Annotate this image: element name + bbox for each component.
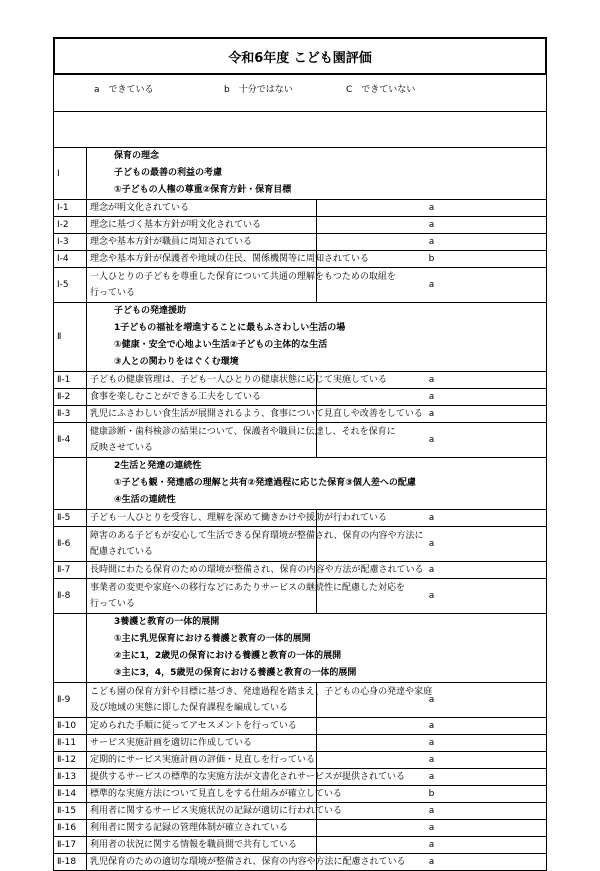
item-text-line: こども園の保育方針や目標に基づき、発達過程を踏まえ、子どもの心身の発達や家庭: [90, 687, 433, 697]
item-result: a: [317, 510, 547, 527]
table-row: [54, 820, 547, 837]
item-result: a: [317, 562, 547, 579]
table-row: [54, 752, 547, 769]
section-heading: ③人との関わりをはぐくむ環境: [114, 357, 239, 367]
item-text: [87, 406, 423, 423]
evaluation-table: [53, 147, 547, 871]
item-code: Ⅱ-16: [54, 820, 87, 837]
evaluation-form: [53, 37, 547, 871]
table-row: [54, 251, 547, 268]
item-result: a: [317, 803, 547, 820]
item-result: a: [317, 752, 547, 769]
item-code: Ⅱ-6: [54, 527, 87, 562]
section-code: [54, 458, 87, 510]
legend-c: C できていない: [346, 85, 416, 95]
item-code: Ⅰ-5: [54, 268, 87, 303]
table-row: [54, 718, 547, 735]
item-text-line: 行っている: [90, 599, 136, 609]
table-row: [54, 735, 547, 752]
section-heading: 3養護と教育の一体的展開: [114, 617, 220, 627]
item-text-line: 及び地域の実態に即した保育課程を編成している: [90, 703, 289, 713]
item-text: [87, 268, 396, 303]
section-headings: [87, 148, 547, 200]
section-headings: [87, 614, 547, 683]
legend-a: a できている: [94, 85, 154, 95]
item-result: a: [317, 837, 547, 854]
item-code: Ⅱ-4: [54, 423, 87, 458]
item-result: a: [317, 372, 547, 389]
item-result: a: [317, 820, 547, 837]
item-text-line: 一人ひとりの子どもを尊重した保育について共通の理解をもつための取組を: [90, 272, 396, 282]
item-code: Ⅰ-3: [54, 234, 87, 251]
section-header: [54, 458, 547, 510]
item-result: a: [317, 389, 547, 406]
item-result: a: [317, 735, 547, 752]
item-result: a: [317, 527, 547, 562]
table-row: [54, 786, 547, 803]
item-text-line: 障害のある子どもが安心して生活できる保育環境が整備され、保育の内容や方法に: [90, 531, 424, 541]
item-text-line: 長時間にわたる保育のための環境が整備され、保育の内容や方法が配慮されている: [90, 565, 424, 575]
item-text: [87, 683, 433, 718]
rating-legend: [53, 75, 547, 112]
item-text: [87, 217, 317, 234]
item-text-line: 標準的な実施方法について見直しをする仕組みが確立している: [90, 789, 342, 799]
item-text: [87, 579, 406, 614]
item-text: [87, 389, 317, 406]
item-result: a: [317, 718, 547, 735]
page-title: 令和6年度 こども園評価: [53, 37, 547, 75]
item-text: [87, 769, 406, 786]
table-row: [54, 803, 547, 820]
section-heading: 保育の理念: [114, 151, 160, 161]
section-code: [54, 614, 87, 683]
item-text-line: 食事を楽しむことができる工夫をしている: [90, 392, 262, 402]
item-text: [87, 527, 424, 562]
section-headings: [87, 458, 547, 510]
section-headings: [87, 303, 547, 372]
item-text: [87, 251, 370, 268]
item-code: Ⅰ-1: [54, 200, 87, 217]
item-text-line: 利用者に関するサービス実施状況の記録が適切に行われている: [90, 806, 343, 816]
table-row: [54, 268, 547, 303]
item-text: [87, 837, 317, 854]
item-result: a: [317, 683, 547, 718]
table-row: [54, 683, 547, 718]
table-row: [54, 406, 547, 423]
section-header: [54, 148, 547, 200]
item-result: a: [317, 406, 547, 423]
item-text-line: 反映させている: [90, 443, 154, 453]
item-text: [87, 820, 317, 837]
section-heading: ④生活の連続性: [114, 495, 176, 505]
item-code: Ⅱ-10: [54, 718, 87, 735]
item-text: [87, 752, 317, 769]
item-result: a: [317, 234, 547, 251]
item-text: [87, 372, 388, 389]
item-code: Ⅰ-4: [54, 251, 87, 268]
legend-b: b 十分ではない: [224, 85, 293, 95]
item-result: a: [317, 200, 547, 217]
item-text-line: サービス実施計画を適切に作成している: [90, 738, 253, 748]
table-row: [54, 234, 547, 251]
section-header: [54, 614, 547, 683]
item-code: Ⅱ-8: [54, 579, 87, 614]
section-code: Ⅰ: [54, 148, 87, 200]
item-text: [87, 200, 317, 217]
section-heading: 子どもの最善の利益の考慮: [114, 168, 223, 178]
section-header: [54, 303, 547, 372]
table-row: [54, 562, 547, 579]
item-text-line: 提供するサービスの標準的な実施方法が文書化されサービスが提供されている: [90, 772, 406, 782]
item-code: Ⅱ-13: [54, 769, 87, 786]
spacer: [53, 112, 547, 147]
section-heading: ①子ども観・発達感の理解と共有②発達過程に応じた保育③個人差への配慮: [114, 478, 416, 488]
table-row: [54, 769, 547, 786]
table-row: [54, 854, 547, 871]
section-heading: 子どもの発達援助: [114, 306, 187, 316]
item-result: a: [317, 579, 547, 614]
table-row: [54, 837, 547, 854]
table-row: [54, 372, 547, 389]
item-text-line: 子どもの健康管理は、子ども一人ひとりの健康状態に応じて実施している: [90, 375, 388, 385]
table-row: [54, 217, 547, 234]
table-row: [54, 200, 547, 217]
item-text: [87, 510, 388, 527]
item-text-line: 事業者の変更や家庭への移行などにあたりサービスの継続性に配慮した対応を: [90, 583, 406, 593]
item-code: Ⅱ-2: [54, 389, 87, 406]
item-text: [87, 735, 317, 752]
item-text-line: 利用者に関する記録の管理体制が確立されている: [90, 823, 289, 833]
item-text-line: 理念や基本方針が職員に周知されている: [90, 237, 253, 247]
section-heading: ①健康・安全で心地よい生活②子どもの主体的な生活: [114, 340, 328, 350]
item-code: Ⅰ-2: [54, 217, 87, 234]
item-text-line: 配慮されている: [90, 547, 154, 557]
section-heading: ②主に1，2歳児の保育における養護と教育の一体的展開: [114, 651, 342, 661]
item-text-line: 健康診断・歯科検診の結果について、保護者や職員に伝達し、それを保育に: [90, 427, 396, 437]
section-heading: 2生活と発達の連続性: [114, 461, 202, 471]
item-code: Ⅱ-12: [54, 752, 87, 769]
item-code: Ⅱ-17: [54, 837, 87, 854]
item-text-line: 理念に基づく基本方針が明文化されている: [90, 220, 262, 230]
item-code: Ⅱ-15: [54, 803, 87, 820]
item-text: [87, 786, 342, 803]
item-code: Ⅱ-9: [54, 683, 87, 718]
item-text: [87, 234, 317, 251]
item-text-line: 利用者の状況に関する情報を職員間で共有している: [90, 840, 298, 850]
item-code: Ⅱ-5: [54, 510, 87, 527]
item-text-line: 定期的にサービス実施計画の評価・見直しを行っている: [90, 755, 316, 765]
item-result: a: [317, 217, 547, 234]
section-heading: ③主に3，4，5歳児の保育における養護と教育の一体的展開: [114, 668, 357, 678]
item-code: Ⅱ-11: [54, 735, 87, 752]
section-heading: ①主に乳児保育における養護と教育の一体的展開: [114, 634, 311, 644]
item-text-line: 子ども一人ひとりを受容し、理解を深めて働きかけや援助が行われている: [90, 513, 388, 523]
table-row: [54, 389, 547, 406]
item-code: Ⅱ-7: [54, 562, 87, 579]
item-result: a: [317, 854, 547, 871]
item-text: [87, 718, 317, 735]
item-result: b: [317, 251, 547, 268]
item-text-line: 定められた手順に従ってアセスメントを行っている: [90, 721, 297, 731]
section-code: Ⅱ: [54, 303, 87, 372]
item-result: a: [317, 769, 547, 786]
table-row: [54, 510, 547, 527]
item-result: a: [317, 423, 547, 458]
section-heading: ①子どもの人権の尊重②保育方針・保育目標: [114, 185, 292, 195]
section-heading: 1子どもの福祉を増進することに最もふさわしい生活の場: [114, 323, 346, 333]
item-text: [87, 423, 396, 458]
table-row: [54, 423, 547, 458]
item-text: [87, 562, 424, 579]
item-text: [87, 803, 343, 820]
item-code: Ⅱ-3: [54, 406, 87, 423]
item-text-line: 行っている: [90, 288, 136, 298]
item-text-line: 乳児保育のための適切な環境が整備され、保育の内容や方法に配慮されている: [90, 857, 406, 867]
item-result: a: [317, 268, 547, 303]
table-row: [54, 579, 547, 614]
table-row: [54, 527, 547, 562]
item-result: b: [317, 786, 547, 803]
item-code: Ⅱ-14: [54, 786, 87, 803]
item-text-line: 乳児にふさわしい食生活が展開されるよう、食事について見直しや改善をしている: [90, 409, 423, 419]
item-code: Ⅱ-1: [54, 372, 87, 389]
item-text-line: 理念や基本方針が保護者や地域の住民、関係機関等に周知されている: [90, 254, 370, 264]
item-text: [87, 854, 406, 871]
item-text-line: 理念が明文化されている: [90, 203, 190, 213]
item-code: Ⅱ-18: [54, 854, 87, 871]
